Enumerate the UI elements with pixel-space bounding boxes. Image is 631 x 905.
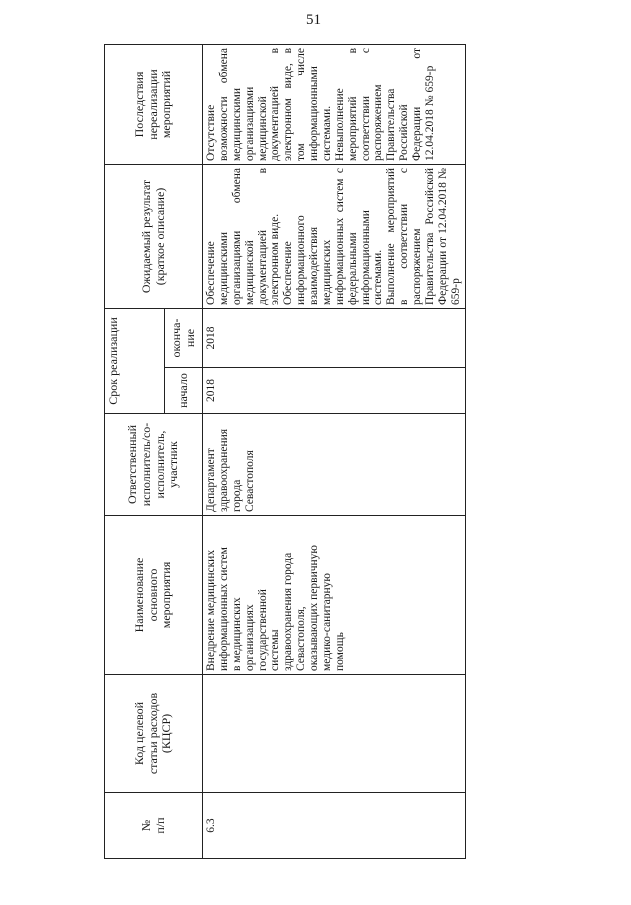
row-consequences: Отсутствие возможности обмена медицинскими организациями медицинской документацией в электронном виде, в том числе информационными системами. Невыполнение мероприятий в соответствии с распоряжением Правительства Российской Федерации от 12.04.2018 № 659-р — [203, 44, 466, 164]
header-kcsr: Код целевой статьи расходов (КЦСР) — [105, 675, 203, 793]
header-period: Срок реализации — [105, 308, 165, 413]
header-consequences: Последствия нереализации мероприятий — [105, 44, 203, 164]
row-end: 2018 — [203, 308, 466, 367]
header-period-start: начало — [165, 368, 203, 414]
rotated-table-container — [104, 45, 462, 859]
row-expected-result: Обеспечение медицинскими организациями обмена медицинской документацией в электронном виде. Обеспечение информационного взаимодействия медицинских информационных систем с федеральными информационными системами. Выполнение мероприятий в соответствии с распоряжением Правительства Российской Федерации от 12.04.2018 № 659-р — [203, 164, 466, 308]
row-activity: Внедрение медицинских информационных систем в медицинских организациях государственной системы здравоохранения города Севастополя, оказывающих первичную медико-санитарную помощь — [203, 516, 466, 675]
header-activity: Наименование основного мероприятия — [105, 516, 203, 675]
header-number: № п/п — [105, 793, 203, 859]
activities-table — [104, 44, 466, 859]
row-number: 6.3 — [203, 793, 466, 859]
header-responsible: Ответственный исполнитель/со- исполнитель, участник — [105, 414, 203, 516]
row-start: 2018 — [203, 368, 466, 414]
header-period-end: оконча- ние — [165, 308, 203, 367]
header-expected-result: Ожидаемый результат (краткое описание) — [105, 164, 203, 308]
page-number: 51 — [306, 12, 321, 28]
table-row — [203, 44, 466, 858]
row-responsible: Департамент здравоохранения города Севастополя — [203, 414, 466, 516]
row-kcsr — [203, 675, 466, 793]
header-row — [105, 44, 165, 858]
